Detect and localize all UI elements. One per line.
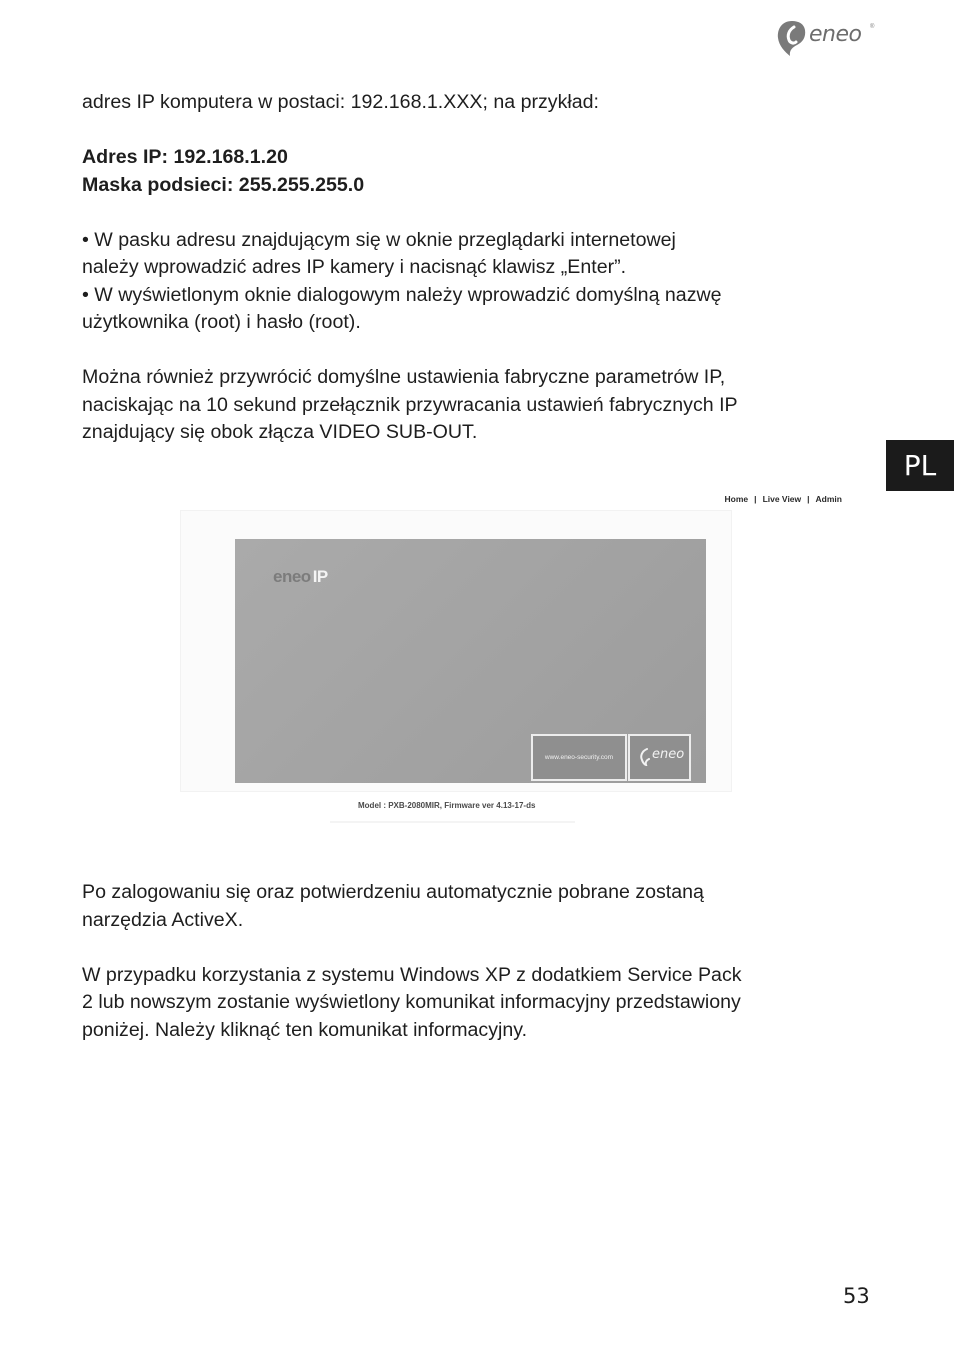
eneo-logo [775, 18, 875, 58]
model-firmware-text: Model : PXB-2080MIR, Firmware ver 4.13-17-ds [358, 801, 536, 810]
paragraph: naciskając na 10 sekund przełącznik przywracania ustawień fabrycznych IP [82, 393, 738, 416]
page-content-lower [82, 879, 882, 1044]
nav-home-link[interactable]: Home [724, 494, 749, 504]
page-content [82, 89, 882, 447]
panel-logo-ip: IP [312, 567, 328, 586]
nav-live-view-link[interactable]: Live View [762, 494, 802, 504]
logo-text: eneo [809, 22, 862, 47]
page-number: 53 [843, 1284, 870, 1308]
eneo-swirl-icon [639, 748, 651, 766]
paragraph: Można również przywrócić domyślne ustawienia fabryczne parametrów IP, [82, 366, 726, 388]
bullet-text: należy wprowadzić adres IP kamery i nacisnąć klawisz „Enter”. [82, 256, 627, 278]
nav-separator: | [807, 494, 810, 504]
paragraph: poniżej. Należy kliknąć ten komunikat informacyjny. [82, 1018, 528, 1041]
bullet-text: • W pasku adresu znajdującym się w oknie przeglądarki internetowej [82, 228, 676, 251]
camera-splash-panel [235, 539, 706, 783]
eneo-small-logo [628, 734, 691, 781]
nav-separator: | [754, 494, 757, 504]
paragraph: adres IP komputera w postaci: 192.168.1.XXX; na przykład: [82, 91, 599, 113]
paragraph: 2 lub nowszym zostanie wyświetlony komunikat informacyjny przedstawiony [82, 991, 741, 1013]
ip-address-line: Adres IP: 192.168.1.20 [82, 146, 288, 168]
logo-registered-mark: ® [870, 24, 875, 30]
camera-login-screenshot [180, 488, 844, 838]
bullet-text: użytkownika (root) i hasło (root). [82, 311, 361, 333]
subnet-mask-line: Maska podsieci: 255.255.255.0 [82, 173, 365, 196]
divider [330, 821, 575, 823]
eneo-small-text: eneo [652, 747, 685, 762]
paragraph: Po zalogowaniu się oraz potwierdzeniu automatycznie pobrane zostaną [82, 881, 704, 903]
eneo-logo-icon [775, 18, 809, 58]
eneo-ip-logo [273, 567, 328, 587]
nav-admin-link[interactable]: Admin [815, 494, 842, 504]
camera-nav [725, 494, 842, 504]
bullet-text: • W wyświetlonym oknie dialogowym należy wprowadzić domyślną nazwę [82, 283, 722, 306]
paragraph: W przypadku korzystania z systemu Windows XP z dodatkiem Service Pack [82, 963, 742, 986]
language-tab: PL [886, 440, 954, 491]
paragraph: narzędzia ActiveX. [82, 908, 244, 931]
paragraph: znajdujący się obok złącza VIDEO SUB-OUT. [82, 421, 478, 443]
website-link[interactable]: www.eneo-security.com [531, 734, 627, 781]
panel-logo-text: eneo [273, 567, 311, 586]
